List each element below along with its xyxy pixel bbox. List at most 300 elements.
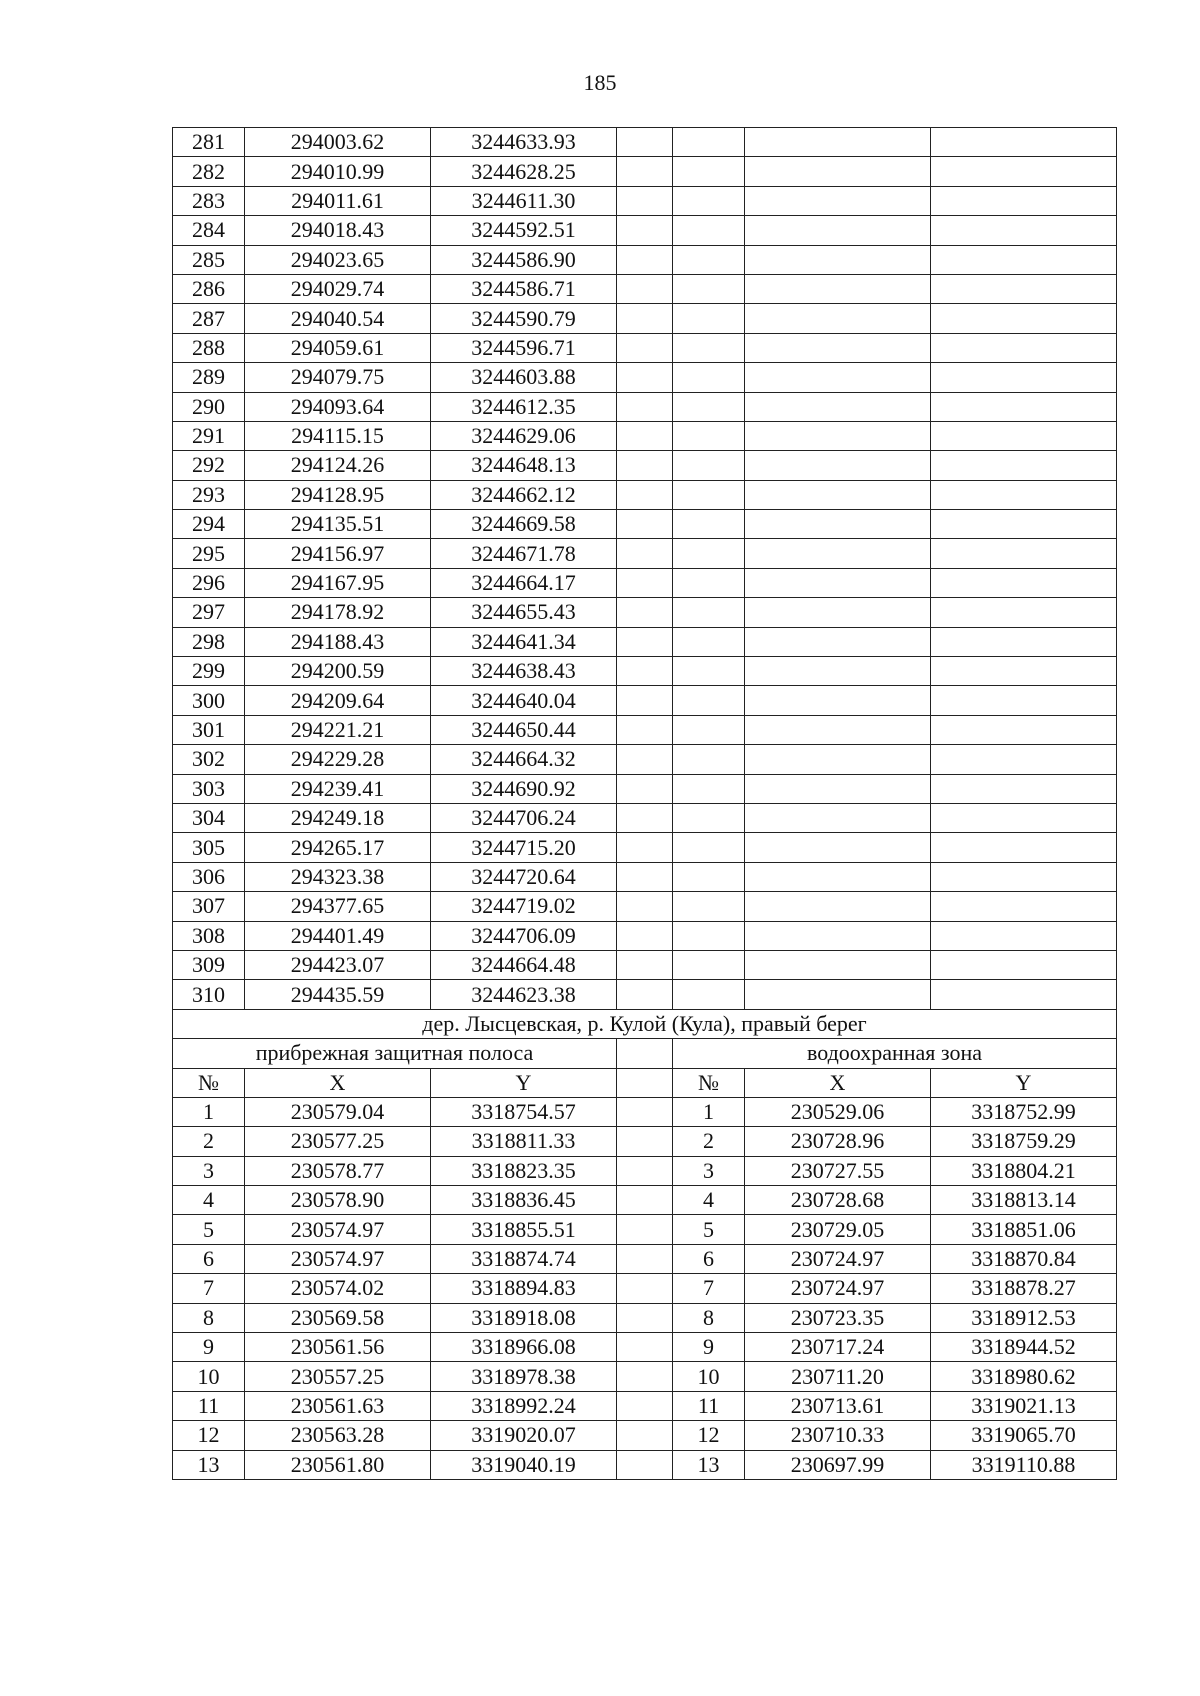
y-coordinate-cell: 3244596.71: [431, 333, 617, 362]
empty-cell: [673, 803, 745, 832]
spacer-cell: [617, 1450, 673, 1479]
point-number-cell: 291: [173, 421, 245, 450]
spacer-cell: [617, 245, 673, 274]
x-coordinate-cell: 294156.97: [245, 539, 431, 568]
table-row: [173, 539, 1117, 568]
empty-cell: [931, 568, 1117, 597]
y-coordinate-cell: 3244638.43: [431, 657, 617, 686]
table-row: [173, 1244, 1117, 1273]
y-coordinate-cell: 3244629.06: [431, 421, 617, 450]
spacer-cell: [617, 980, 673, 1009]
empty-cell: [673, 892, 745, 921]
empty-cell: [745, 568, 931, 597]
x-coordinate-cell: 230561.56: [245, 1333, 431, 1362]
spacer-cell: [617, 833, 673, 862]
point-number-cell: 292: [173, 451, 245, 480]
point-number-cell: 305: [173, 833, 245, 862]
y-column-header: Y: [931, 1068, 1117, 1097]
empty-cell: [931, 715, 1117, 744]
empty-cell: [673, 245, 745, 274]
y-coordinate-cell: 3244664.48: [431, 950, 617, 979]
empty-cell: [745, 451, 931, 480]
point-number-cell: 283: [173, 186, 245, 215]
empty-cell: [745, 421, 931, 450]
point-number-cell: 7: [173, 1274, 245, 1303]
x-coordinate-cell: 294010.99: [245, 157, 431, 186]
num-column-header: №: [673, 1068, 745, 1097]
empty-cell: [931, 157, 1117, 186]
y-coordinate-cell: 3244669.58: [431, 510, 617, 539]
y-coordinate-cell: 3318912.53: [931, 1303, 1117, 1332]
point-number-cell: 13: [673, 1450, 745, 1479]
empty-cell: [745, 745, 931, 774]
x-coordinate-cell: 230724.97: [745, 1244, 931, 1273]
table-row: [173, 950, 1117, 979]
y-coordinate-cell: 3319020.07: [431, 1421, 617, 1450]
section-title: дер. Лысцевская, р. Кулой (Кула), правый берег: [173, 1009, 1117, 1038]
empty-cell: [745, 510, 931, 539]
x-coordinate-cell: 230574.97: [245, 1244, 431, 1273]
empty-cell: [931, 774, 1117, 803]
empty-cell: [931, 510, 1117, 539]
x-coordinate-cell: 294249.18: [245, 803, 431, 832]
empty-cell: [673, 333, 745, 362]
x-coordinate-cell: 294435.59: [245, 980, 431, 1009]
table-row: [173, 1215, 1117, 1244]
empty-cell: [673, 686, 745, 715]
spacer-cell: [617, 157, 673, 186]
y-coordinate-cell: 3244640.04: [431, 686, 617, 715]
table-row: [173, 333, 1117, 362]
x-coordinate-cell: 230578.77: [245, 1156, 431, 1185]
empty-cell: [931, 862, 1117, 891]
y-coordinate-cell: 3244628.25: [431, 157, 617, 186]
y-coordinate-cell: 3244586.71: [431, 274, 617, 303]
spacer-cell: [617, 216, 673, 245]
x-coordinate-cell: 230713.61: [745, 1391, 931, 1420]
y-coordinate-cell: 3318759.29: [931, 1127, 1117, 1156]
y-coordinate-cell: 3319040.19: [431, 1450, 617, 1479]
x-coordinate-cell: 294209.64: [245, 686, 431, 715]
point-number-cell: 302: [173, 745, 245, 774]
empty-cell: [931, 980, 1117, 1009]
empty-cell: [931, 451, 1117, 480]
point-number-cell: 299: [173, 657, 245, 686]
empty-cell: [673, 657, 745, 686]
spacer-cell: [617, 1303, 673, 1332]
empty-cell: [931, 480, 1117, 509]
point-number-cell: 309: [173, 950, 245, 979]
x-coordinate-cell: 294124.26: [245, 451, 431, 480]
x-coordinate-cell: 294229.28: [245, 745, 431, 774]
empty-cell: [745, 686, 931, 715]
x-coordinate-cell: 230729.05: [745, 1215, 931, 1244]
spacer-cell: [617, 627, 673, 656]
empty-cell: [673, 715, 745, 744]
point-number-cell: 6: [173, 1244, 245, 1273]
spacer-cell: [617, 745, 673, 774]
y-coordinate-cell: 3318870.84: [931, 1244, 1117, 1273]
empty-cell: [673, 833, 745, 862]
spacer-cell: [617, 1421, 673, 1450]
point-number-cell: 301: [173, 715, 245, 744]
empty-cell: [745, 274, 931, 303]
empty-cell: [745, 128, 931, 157]
empty-cell: [745, 980, 931, 1009]
empty-cell: [673, 598, 745, 627]
empty-cell: [931, 921, 1117, 950]
x-coordinate-cell: 294003.62: [245, 128, 431, 157]
y-column-header: Y: [431, 1068, 617, 1097]
point-number-cell: 308: [173, 921, 245, 950]
x-coordinate-cell: 294377.65: [245, 892, 431, 921]
table-row: [173, 627, 1117, 656]
x-coordinate-cell: 294401.49: [245, 921, 431, 950]
empty-cell: [673, 304, 745, 333]
empty-cell: [673, 539, 745, 568]
empty-cell: [745, 245, 931, 274]
y-coordinate-cell: 3244611.30: [431, 186, 617, 215]
table-row: [173, 480, 1117, 509]
y-coordinate-cell: 3244664.32: [431, 745, 617, 774]
x-coordinate-cell: 294221.21: [245, 715, 431, 744]
empty-cell: [931, 186, 1117, 215]
empty-cell: [745, 392, 931, 421]
x-coordinate-cell: 230724.97: [745, 1274, 931, 1303]
x-coordinate-cell: 230557.25: [245, 1362, 431, 1391]
x-coordinate-cell: 294323.38: [245, 862, 431, 891]
empty-cell: [931, 950, 1117, 979]
x-coordinate-cell: 294128.95: [245, 480, 431, 509]
x-coordinate-cell: 230569.58: [245, 1303, 431, 1332]
x-coordinate-cell: 294265.17: [245, 833, 431, 862]
point-number-cell: 2: [673, 1127, 745, 1156]
empty-cell: [931, 128, 1117, 157]
empty-cell: [931, 657, 1117, 686]
y-coordinate-cell: 3318874.74: [431, 1244, 617, 1273]
y-coordinate-cell: 3318811.33: [431, 1127, 617, 1156]
empty-cell: [673, 921, 745, 950]
spacer-cell: [617, 451, 673, 480]
y-coordinate-cell: 3318836.45: [431, 1186, 617, 1215]
y-coordinate-cell: 3318754.57: [431, 1097, 617, 1126]
y-coordinate-cell: 3318978.38: [431, 1362, 617, 1391]
table-row: [173, 862, 1117, 891]
empty-cell: [745, 480, 931, 509]
x-coordinate-cell: 294239.41: [245, 774, 431, 803]
x-coordinate-cell: 230723.35: [745, 1303, 931, 1332]
empty-cell: [745, 715, 931, 744]
spacer-cell: [617, 950, 673, 979]
section-title-row: [173, 1009, 1117, 1038]
x-coordinate-cell: 294115.15: [245, 421, 431, 450]
empty-cell: [673, 745, 745, 774]
empty-cell: [745, 833, 931, 862]
point-number-cell: 310: [173, 980, 245, 1009]
x-coordinate-cell: 294011.61: [245, 186, 431, 215]
empty-cell: [673, 186, 745, 215]
y-coordinate-cell: 3244706.24: [431, 803, 617, 832]
spacer-cell: [617, 363, 673, 392]
empty-cell: [673, 421, 745, 450]
empty-cell: [931, 892, 1117, 921]
x-coordinate-cell: 294079.75: [245, 363, 431, 392]
point-number-cell: 294: [173, 510, 245, 539]
point-number-cell: 8: [673, 1303, 745, 1332]
spacer-cell: [617, 1362, 673, 1391]
empty-cell: [931, 745, 1117, 774]
spacer-cell: [617, 1274, 673, 1303]
spacer-cell: [617, 1333, 673, 1362]
table-body: [173, 128, 1117, 1480]
table-row: [173, 1274, 1117, 1303]
x-coordinate-cell: 294023.65: [245, 245, 431, 274]
table-row: [173, 304, 1117, 333]
empty-cell: [745, 186, 931, 215]
table-row: [173, 1421, 1117, 1450]
empty-cell: [931, 363, 1117, 392]
spacer-cell: [617, 128, 673, 157]
empty-cell: [745, 803, 931, 832]
point-number-cell: 303: [173, 774, 245, 803]
x-coordinate-cell: 230727.55: [745, 1156, 931, 1185]
x-coordinate-cell: 230561.63: [245, 1391, 431, 1420]
table-row: [173, 128, 1117, 157]
spacer-cell: [617, 892, 673, 921]
x-column-header: X: [745, 1068, 931, 1097]
empty-cell: [745, 539, 931, 568]
table-row: [173, 833, 1117, 862]
y-coordinate-cell: 3244690.92: [431, 774, 617, 803]
table-row: [173, 216, 1117, 245]
empty-cell: [673, 980, 745, 1009]
point-number-cell: 296: [173, 568, 245, 597]
empty-cell: [673, 510, 745, 539]
point-number-cell: 289: [173, 363, 245, 392]
table-row: [173, 568, 1117, 597]
spacer-cell: [617, 392, 673, 421]
point-number-cell: 10: [173, 1362, 245, 1391]
y-coordinate-cell: 3318804.21: [931, 1156, 1117, 1185]
empty-cell: [931, 274, 1117, 303]
spacer-cell: [617, 539, 673, 568]
empty-cell: [931, 627, 1117, 656]
empty-cell: [745, 304, 931, 333]
table-row: [173, 1156, 1117, 1185]
spacer-cell: [617, 186, 673, 215]
x-coordinate-cell: 230697.99: [745, 1450, 931, 1479]
group-title-row: [173, 1039, 1117, 1068]
point-number-cell: 285: [173, 245, 245, 274]
point-number-cell: 5: [673, 1215, 745, 1244]
table-row: [173, 186, 1117, 215]
empty-cell: [673, 363, 745, 392]
x-coordinate-cell: 230728.68: [745, 1186, 931, 1215]
spacer-cell: [617, 1097, 673, 1126]
empty-cell: [745, 598, 931, 627]
y-coordinate-cell: 3318823.35: [431, 1156, 617, 1185]
x-coordinate-cell: 294200.59: [245, 657, 431, 686]
empty-cell: [673, 216, 745, 245]
x-coordinate-cell: 294040.54: [245, 304, 431, 333]
table-row: [173, 980, 1117, 1009]
empty-cell: [931, 216, 1117, 245]
point-number-cell: 284: [173, 216, 245, 245]
point-number-cell: 5: [173, 1215, 245, 1244]
y-coordinate-cell: 3318992.24: [431, 1391, 617, 1420]
table-row: [173, 686, 1117, 715]
empty-cell: [745, 333, 931, 362]
y-coordinate-cell: 3318966.08: [431, 1333, 617, 1362]
y-coordinate-cell: 3318894.83: [431, 1274, 617, 1303]
table-row: [173, 892, 1117, 921]
y-coordinate-cell: 3318851.06: [931, 1215, 1117, 1244]
y-coordinate-cell: 3244592.51: [431, 216, 617, 245]
point-number-cell: 307: [173, 892, 245, 921]
y-coordinate-cell: 3318918.08: [431, 1303, 617, 1332]
spacer-cell: [617, 1215, 673, 1244]
spacer-cell: [617, 686, 673, 715]
point-number-cell: 1: [673, 1097, 745, 1126]
y-coordinate-cell: 3319065.70: [931, 1421, 1117, 1450]
spacer-cell: [617, 1391, 673, 1420]
point-number-cell: 290: [173, 392, 245, 421]
table-row: [173, 1391, 1117, 1420]
table-row: [173, 774, 1117, 803]
point-number-cell: 288: [173, 333, 245, 362]
point-number-cell: 300: [173, 686, 245, 715]
x-coordinate-cell: 230710.33: [745, 1421, 931, 1450]
empty-cell: [673, 862, 745, 891]
y-coordinate-cell: 3244720.64: [431, 862, 617, 891]
spacer-cell: [617, 1244, 673, 1273]
point-number-cell: 7: [673, 1274, 745, 1303]
y-coordinate-cell: 3319110.88: [931, 1450, 1117, 1479]
x-coordinate-cell: 294093.64: [245, 392, 431, 421]
point-number-cell: 3: [673, 1156, 745, 1185]
left-group-title: прибрежная защитная полоса: [173, 1039, 617, 1068]
empty-cell: [745, 921, 931, 950]
x-coordinate-cell: 230579.04: [245, 1097, 431, 1126]
table-row: [173, 451, 1117, 480]
y-coordinate-cell: 3318944.52: [931, 1333, 1117, 1362]
spacer-cell: [617, 510, 673, 539]
x-coordinate-cell: 294018.43: [245, 216, 431, 245]
table-row: [173, 392, 1117, 421]
y-coordinate-cell: 3244623.38: [431, 980, 617, 1009]
point-number-cell: 297: [173, 598, 245, 627]
spacer-cell: [617, 657, 673, 686]
point-number-cell: 282: [173, 157, 245, 186]
coordinates-table: [172, 127, 1117, 1480]
x-coordinate-cell: 230561.80: [245, 1450, 431, 1479]
spacer-cell: [617, 1156, 673, 1185]
empty-cell: [931, 421, 1117, 450]
x-coordinate-cell: 230717.24: [745, 1333, 931, 1362]
x-coordinate-cell: 230563.28: [245, 1421, 431, 1450]
x-coordinate-cell: 230711.20: [745, 1362, 931, 1391]
spacer-cell: [617, 421, 673, 450]
point-number-cell: 306: [173, 862, 245, 891]
point-number-cell: 10: [673, 1362, 745, 1391]
spacer-cell: [617, 1068, 673, 1097]
y-coordinate-cell: 3244655.43: [431, 598, 617, 627]
right-group-title: водоохранная зона: [673, 1039, 1117, 1068]
y-coordinate-cell: 3244590.79: [431, 304, 617, 333]
point-number-cell: 3: [173, 1156, 245, 1185]
table-row: [173, 1303, 1117, 1332]
table-row: [173, 657, 1117, 686]
point-number-cell: 1: [173, 1097, 245, 1126]
y-coordinate-cell: 3244671.78: [431, 539, 617, 568]
spacer-cell: [617, 568, 673, 597]
x-coordinate-cell: 294059.61: [245, 333, 431, 362]
x-coordinate-cell: 230529.06: [745, 1097, 931, 1126]
y-coordinate-cell: 3318980.62: [931, 1362, 1117, 1391]
point-number-cell: 281: [173, 128, 245, 157]
point-number-cell: 11: [673, 1391, 745, 1420]
y-coordinate-cell: 3244662.12: [431, 480, 617, 509]
x-coordinate-cell: 230574.02: [245, 1274, 431, 1303]
table-row: [173, 363, 1117, 392]
empty-cell: [931, 598, 1117, 627]
table-row: [173, 1450, 1117, 1479]
empty-cell: [673, 451, 745, 480]
spacer-cell: [617, 862, 673, 891]
y-coordinate-cell: 3244612.35: [431, 392, 617, 421]
empty-cell: [745, 950, 931, 979]
empty-cell: [745, 627, 931, 656]
empty-cell: [673, 128, 745, 157]
empty-cell: [931, 539, 1117, 568]
table-row: [173, 157, 1117, 186]
y-coordinate-cell: 3244664.17: [431, 568, 617, 597]
point-number-cell: 9: [173, 1333, 245, 1362]
point-number-cell: 12: [673, 1421, 745, 1450]
x-coordinate-cell: 294029.74: [245, 274, 431, 303]
table-row: [173, 274, 1117, 303]
y-coordinate-cell: 3244586.90: [431, 245, 617, 274]
spacer-cell: [617, 921, 673, 950]
empty-cell: [745, 157, 931, 186]
empty-cell: [745, 216, 931, 245]
y-coordinate-cell: 3244641.34: [431, 627, 617, 656]
spacer-cell: [617, 1127, 673, 1156]
point-number-cell: 293: [173, 480, 245, 509]
empty-cell: [673, 627, 745, 656]
empty-cell: [673, 950, 745, 979]
spacer-cell: [617, 715, 673, 744]
table-row: [173, 598, 1117, 627]
y-coordinate-cell: 3244719.02: [431, 892, 617, 921]
point-number-cell: 11: [173, 1391, 245, 1420]
x-coordinate-cell: 230577.25: [245, 1127, 431, 1156]
table-row: [173, 510, 1117, 539]
empty-cell: [931, 304, 1117, 333]
table-row: [173, 803, 1117, 832]
table-row: [173, 421, 1117, 450]
table-row: [173, 1127, 1117, 1156]
spacer-cell: [617, 304, 673, 333]
point-number-cell: 12: [173, 1421, 245, 1450]
spacer-cell: [617, 598, 673, 627]
y-coordinate-cell: 3318855.51: [431, 1215, 617, 1244]
x-coordinate-cell: 294188.43: [245, 627, 431, 656]
y-coordinate-cell: 3319021.13: [931, 1391, 1117, 1420]
empty-cell: [931, 392, 1117, 421]
empty-cell: [745, 657, 931, 686]
empty-cell: [931, 245, 1117, 274]
